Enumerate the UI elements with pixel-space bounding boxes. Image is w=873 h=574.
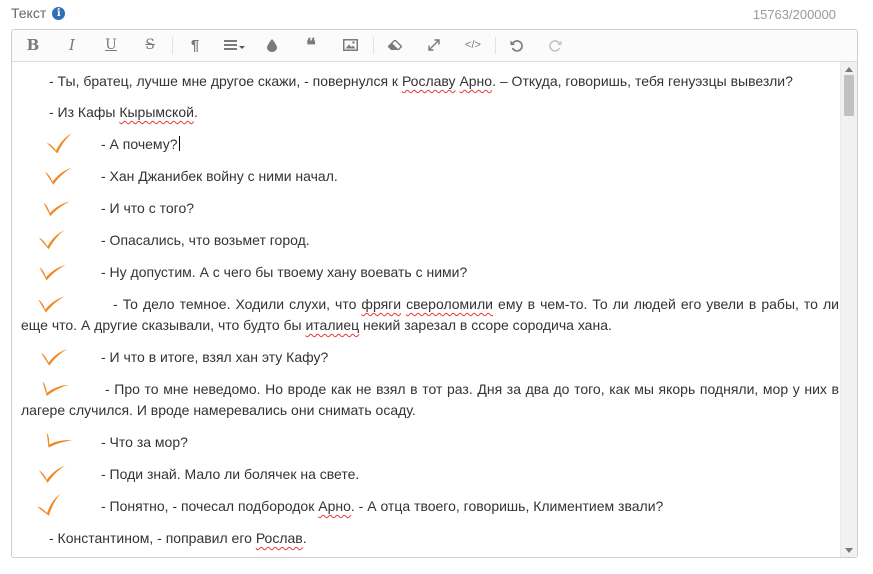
- align-dropdown-button[interactable]: [220, 30, 250, 60]
- text-segment: ему в чем-то. То ли людей его увели в рабы, то ли еще что. А другие сказывали, что будто бы: [21, 296, 839, 333]
- text-segment: некий зарезал в ссоре сородича хана.: [359, 317, 612, 333]
- vertical-scrollbar[interactable]: [840, 62, 857, 557]
- text-paragraph[interactable]: [21, 71, 839, 92]
- checkmark-annotation-icon: [37, 461, 68, 484]
- info-icon[interactable]: i: [52, 7, 65, 20]
- toolbar-separator: [495, 37, 496, 54]
- scroll-thumb[interactable]: [844, 75, 854, 116]
- droplet-icon: [267, 39, 277, 52]
- text-segment: - Ты, братец, лучше мне другое скажи, - повернулся к: [49, 73, 402, 89]
- strikethrough-button[interactable]: [135, 30, 165, 60]
- text-segment: - Хан Джанибек войну с ними начал.: [101, 168, 338, 184]
- code-icon: </>: [465, 39, 481, 51]
- text-segment: - Что за мор?: [101, 434, 188, 450]
- color-button[interactable]: [257, 30, 287, 60]
- text-segment: - Понятно, - почесал подбородок: [101, 498, 319, 514]
- checkmark-annotation-icon: [35, 290, 67, 315]
- misspelled-word: Рослав: [255, 530, 303, 546]
- text-cursor: [179, 136, 180, 151]
- quote-button[interactable]: [296, 30, 326, 60]
- checkmark-annotation-icon: [44, 130, 77, 156]
- strikethrough-icon: S: [145, 37, 155, 53]
- pilcrow-icon: ¶: [190, 36, 200, 54]
- text-paragraph[interactable]: [21, 166, 839, 187]
- text-segment: - И что в итоге, взял хан эту Кафу?: [101, 349, 329, 365]
- fullscreen-button[interactable]: [419, 30, 449, 60]
- paragraph-button[interactable]: [180, 30, 210, 60]
- text-paragraph[interactable]: [21, 528, 839, 549]
- underline-button[interactable]: [96, 30, 126, 60]
- align-icon: [224, 39, 246, 51]
- text-paragraph[interactable]: [21, 379, 839, 421]
- image-button[interactable]: [335, 30, 365, 60]
- misspelled-word: фряги: [361, 296, 402, 312]
- scroll-down-arrow[interactable]: [841, 543, 857, 557]
- quote-icon: ❝: [306, 34, 316, 55]
- redo-button[interactable]: [540, 30, 570, 60]
- text-paragraph[interactable]: [21, 134, 839, 155]
- eraser-icon: [388, 40, 402, 50]
- field-label-row: [11, 5, 65, 21]
- character-counter: 15763/200000: [752, 7, 836, 22]
- field-label: Текст: [11, 5, 47, 21]
- redo-icon: [549, 39, 562, 52]
- text-paragraph[interactable]: [21, 432, 839, 453]
- undo-icon: [510, 39, 523, 52]
- checkmark-annotation-icon: [42, 163, 73, 187]
- checkmark-annotation-icon: [38, 344, 69, 368]
- undo-button[interactable]: [501, 30, 531, 60]
- text-paragraph[interactable]: [21, 102, 839, 123]
- checkmark-annotation-icon: [36, 227, 67, 251]
- text-segment: .: [193, 104, 198, 120]
- bold-icon: B: [26, 36, 40, 54]
- code-view-button[interactable]: [458, 30, 488, 60]
- text-segment: . - А отца твоего, говоришь, Климентием звали?: [350, 498, 664, 514]
- text-paragraph[interactable]: [21, 496, 839, 517]
- expand-icon: [428, 39, 440, 51]
- text-segment: - Из Кафы: [49, 104, 120, 120]
- bold-button[interactable]: [18, 30, 48, 60]
- italic-button[interactable]: [57, 30, 87, 60]
- italic-icon: I: [69, 36, 75, 54]
- text-segment: - Опасались, что возьмет город.: [101, 232, 310, 248]
- text-paragraph[interactable]: [21, 230, 839, 251]
- misspelled-word: Арно: [318, 498, 351, 514]
- text-segment: - Ну допустим. А с чего бы твоему хану воевать с ними?: [101, 264, 468, 280]
- scroll-up-arrow[interactable]: [841, 62, 857, 76]
- text-paragraph[interactable]: [21, 198, 839, 219]
- misspelled-word: Арно: [459, 73, 493, 89]
- underline-icon: U: [105, 37, 117, 53]
- text-segment: . – Откуда, говоришь, тебя генуэзцы вывезли?: [492, 73, 793, 89]
- text-segment: - Константином, - поправил его: [49, 530, 256, 546]
- text-paragraph[interactable]: [21, 294, 839, 336]
- editor-content-area[interactable]: [12, 62, 841, 557]
- image-icon: [343, 39, 358, 51]
- text-segment: - Поди знай. Мало ли болячек на свете.: [101, 466, 360, 482]
- rich-text-editor: [11, 29, 858, 558]
- misspelled-word: свероломили: [406, 296, 493, 312]
- editor-toolbar: [12, 30, 857, 62]
- text-paragraph[interactable]: [21, 347, 839, 368]
- text-paragraph[interactable]: [21, 464, 839, 485]
- clear-format-button[interactable]: [380, 30, 410, 60]
- text-segment: - То дело темное. Ходили слухи, что: [113, 296, 362, 312]
- text-segment: - И что с того?: [101, 200, 195, 216]
- misspelled-word: Рославу: [401, 73, 456, 89]
- toolbar-separator: [373, 37, 374, 54]
- text-paragraph[interactable]: [21, 262, 839, 283]
- toolbar-separator: [172, 37, 173, 54]
- text-segment: - Про то мне неведомо. Но вроде как не взял в тот раз. Дня за два до того, как мы якорь подняли, мор у них в лагере случился. И вроде намеревались они снимать осаду.: [21, 381, 839, 418]
- checkmark-annotation-icon: [36, 258, 69, 284]
- misspelled-word: италиец: [305, 317, 360, 333]
- text-segment: - А почему?: [101, 136, 178, 152]
- text-segment: .: [302, 530, 307, 546]
- misspelled-word: Кырымской: [119, 104, 194, 120]
